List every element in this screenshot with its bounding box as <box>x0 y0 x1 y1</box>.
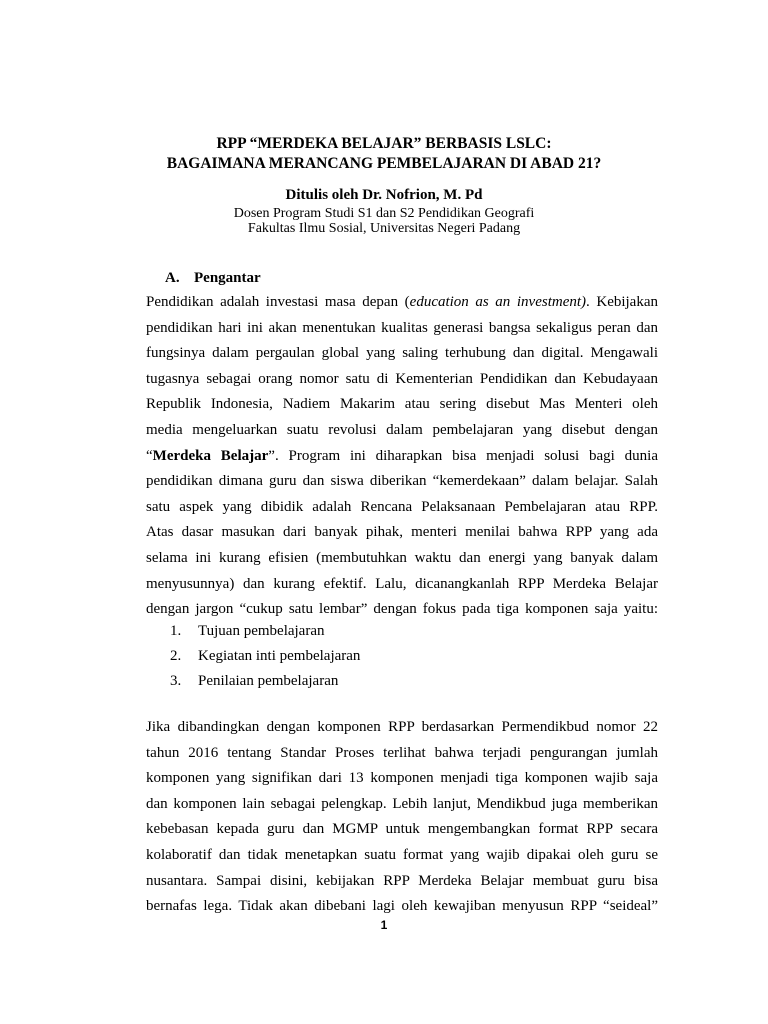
bold-phrase: Merdeka Belajar <box>152 447 269 464</box>
paragraph-line: tugasnya sebagai orang nomor satu di Kementerian Pendidikan dan Kebudayaan <box>146 370 658 387</box>
paragraph-line: komponen yang signifikan dari 13 komponen menjadi tiga komponen wajib saja <box>146 770 658 787</box>
list-text: Kegiatan inti pembelajaran <box>198 648 361 664</box>
paragraph-line: menyusunnya) dan kurang efektif. Lalu, dicanangkanlah RPP Merdeka Belajar <box>146 575 658 592</box>
list-number: 3. <box>170 673 182 689</box>
list-number: 1. <box>170 623 182 639</box>
paragraph-line: kolaboratif dan tidak menetapkan suatu format yang wajib dipakai oleh guru se <box>146 846 658 863</box>
paragraph-line: pendidikan hari ini akan menentukan kualitas generasi bangsa sekaligus peran dan <box>146 319 658 336</box>
section-number: A. <box>165 270 180 286</box>
text-run: Pendidikan adalah investasi masa depan ( <box>146 294 410 310</box>
text-run: ”. Program ini diharapkan bisa menjadi solusi bagi dunia <box>268 447 658 464</box>
paragraph-line: tahun 2016 tentang Standar Proses terlihat bahwa terjadi pengurangan jumlah <box>146 744 658 761</box>
title-line-1: RPP “MERDEKA BELAJAR” BERBASIS LSLC: <box>216 135 552 152</box>
paragraph-line: pendidikan dimana guru dan siswa diberikan “kemerdekaan” dalam belajar. Salah <box>146 473 658 490</box>
list-number: 2. <box>170 648 182 664</box>
paragraph-line: media mengeluarkan suatu revolusi dalam pembelajaran yang disebut dengan <box>146 421 658 438</box>
paragraph-line: Jika dibandingkan dengan komponen RPP berdasarkan Permendikbud nomor 22 <box>146 719 658 735</box>
paragraph-line: bernafas lega. Tidak akan dibebani lagi oleh kewajiban menyusun RPP “seideal” <box>146 898 658 915</box>
paragraph-line: dengan jargon “cukup satu lembar” dengan fokus pada tiga komponen saja yaitu: <box>146 601 658 618</box>
paragraph-line: nusantara. Sampai disini, kebijakan RPP Merdeka Belajar membuat guru bisa <box>146 872 658 889</box>
paragraph-line: Atas dasar masukan dari banyak pihak, menteri menilai bahwa RPP yang ada <box>146 524 658 541</box>
paragraph-line: satu aspek yang dibidik adalah Rencana Pelaksanaan Pembelajaran atau RPP. <box>146 498 658 515</box>
paragraph-line <box>146 294 658 320</box>
paragraph-line: dan komponen lain sebagai pelengkap. Lebih lanjut, Mendikbud juga memberikan <box>146 795 658 812</box>
affiliation-line-2: Fakultas Ilmu Sosial, Universitas Negeri Padang <box>247 221 521 236</box>
paragraph-line: selama ini kurang efisien (membutuhkan waktu dan energi yang banyak dalam <box>146 549 658 566</box>
paragraph-line: fungsinya dalam pergaulan global yang saling terhubung dan digital. Mengawali <box>146 345 658 362</box>
author-line: Ditulis oleh Dr. Nofrion, M. Pd <box>285 187 483 203</box>
paragraph-intro <box>146 294 658 627</box>
title-line-2: BAGAIMANA MERANCANG PEMBELAJARAN DI ABAD 21? <box>166 155 602 172</box>
page-number: 1 <box>380 918 388 932</box>
section-title: Pengantar <box>194 270 261 286</box>
text-run: . Kebijakan <box>586 294 658 310</box>
paragraph-line: Republik Indonesia, Nadiem Makarim atau sering disebut Mas Menteri oleh <box>146 396 658 413</box>
paragraph-comparison <box>146 719 658 924</box>
paragraph-line <box>146 448 658 474</box>
italic-phrase: education as an investment) <box>409 294 587 310</box>
paragraph-line: kebebasan kepada guru dan MGMP untuk mengembangkan format RPP secara <box>146 821 658 838</box>
list-text: Tujuan pembelajaran <box>198 623 325 639</box>
text-run: “ <box>146 447 153 464</box>
list-text: Penilaian pembelajaran <box>198 673 339 689</box>
affiliation-line-1: Dosen Program Studi S1 dan S2 Pendidikan Geografi <box>233 206 535 221</box>
